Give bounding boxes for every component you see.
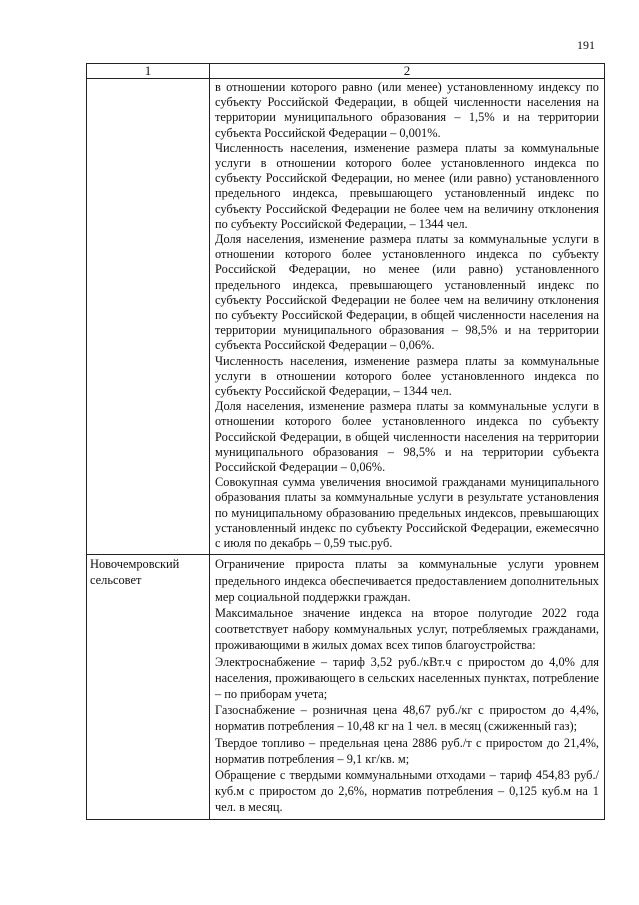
paragraph: Численность населения, изменение размера платы за коммунальные услуги в отношении которого более установленного индекса по субъекту Российской Федерации, но менее (или равно) установленного предельного индекса, превышающего установленный индекс по субъекту Российской Федерации не более чем на величину отклонения по субъекту Российской Федерации, – 1344 чел. xyxy=(215,140,599,231)
paragraph: в отношении которого равно (или менее) установленному индексу по субъекту Российской Федерации, в общей численности населения на территории муниципального образования – 1,5% и на территории субъекта Российской Федерации – 0,001%. xyxy=(215,80,599,140)
table-row xyxy=(87,79,605,555)
municipality-name-line-2: сельсовет xyxy=(90,572,142,587)
paragraph: Максимальное значение индекса на второе полугодие 2022 года соответствует набору коммунальных услуг, потребляемых гражданами, проживающими в жилых домах всех типов благоустройства: xyxy=(215,605,599,653)
paragraph: Доля населения, изменение размера платы за коммунальные услуги в отношении которого более установленного индекса по субъекту Российской Федерации, но менее (или равно) установленного предельного индекса, превышающего установленный индекс по субъекту Российской Федерации не более чем на величину отклонения по субъекту Российской Федерации, в общей численности населения на территории муниципального образования – 98,5% и на территории субъекта Российской Федерации – 0,06%. xyxy=(215,232,599,353)
column-header-1: 1 xyxy=(87,64,210,79)
document-table xyxy=(86,63,605,820)
description-cell xyxy=(210,555,605,819)
municipality-name-line-1: Новочемровский xyxy=(90,557,180,572)
table-header-row xyxy=(87,64,605,79)
paragraph: Твердое топливо – предельная цена 2886 руб./т с приростом до 21,4%, норматив потребления – 9,1 кг/кв. м; xyxy=(215,735,599,766)
page-number: 191 xyxy=(577,38,595,52)
paragraph: Численность населения, изменение размера платы за коммунальные услуги в отношении которого более установленного индекса по субъекту Российской Федерации, – 1344 чел. xyxy=(215,353,599,399)
description-cell xyxy=(210,79,605,555)
paragraph: Обращение с твердыми коммунальными отходами – тариф 454,83 руб./куб.м с приростом до 2,6%, норматив потребления – 0,125 куб.м на 1 чел. в месяц. xyxy=(215,767,599,815)
paragraph: Электроснабжение – тариф 3,52 руб./кВт.ч с приростом до 4,0% для населения, проживающего в сельских населенных пунктах, потребление – по приборам учета; xyxy=(215,654,599,701)
municipality-cell-empty xyxy=(87,79,210,555)
paragraph: Газоснабжение – розничная цена 48,67 руб./кг с приростом до 4,4%, норматив потребления – 10,48 кг на 1 чел. в месяц (сжиженный газ); xyxy=(215,703,599,734)
table-row xyxy=(87,555,605,819)
paragraph: Доля населения, изменение размера платы за коммунальные услуги в отношении которого более установленного индекса по субъекту Российской Федерации, в общей численности населения на территории муниципального образования – 98,5% и на территории субъекта Российской Федерации – 0,06%. xyxy=(215,399,599,475)
municipality-cell xyxy=(87,555,210,819)
column-header-2: 2 xyxy=(210,64,605,79)
paragraph: Ограничение прироста платы за коммунальные услуги уровнем предельного индекса обеспечивается предоставлением дополнительных мер социальной поддержки граждан. xyxy=(215,557,599,604)
paragraph: Совокупная сумма увеличения вносимой гражданами муниципального образования платы за коммунальные услуги в результате установления по муниципальному образованию предельных индексов, превышающих установленный индекс по субъекту Российской Федерации, ежемесячно с июля по декабрь – 0,59 тыс.руб. xyxy=(215,475,599,551)
